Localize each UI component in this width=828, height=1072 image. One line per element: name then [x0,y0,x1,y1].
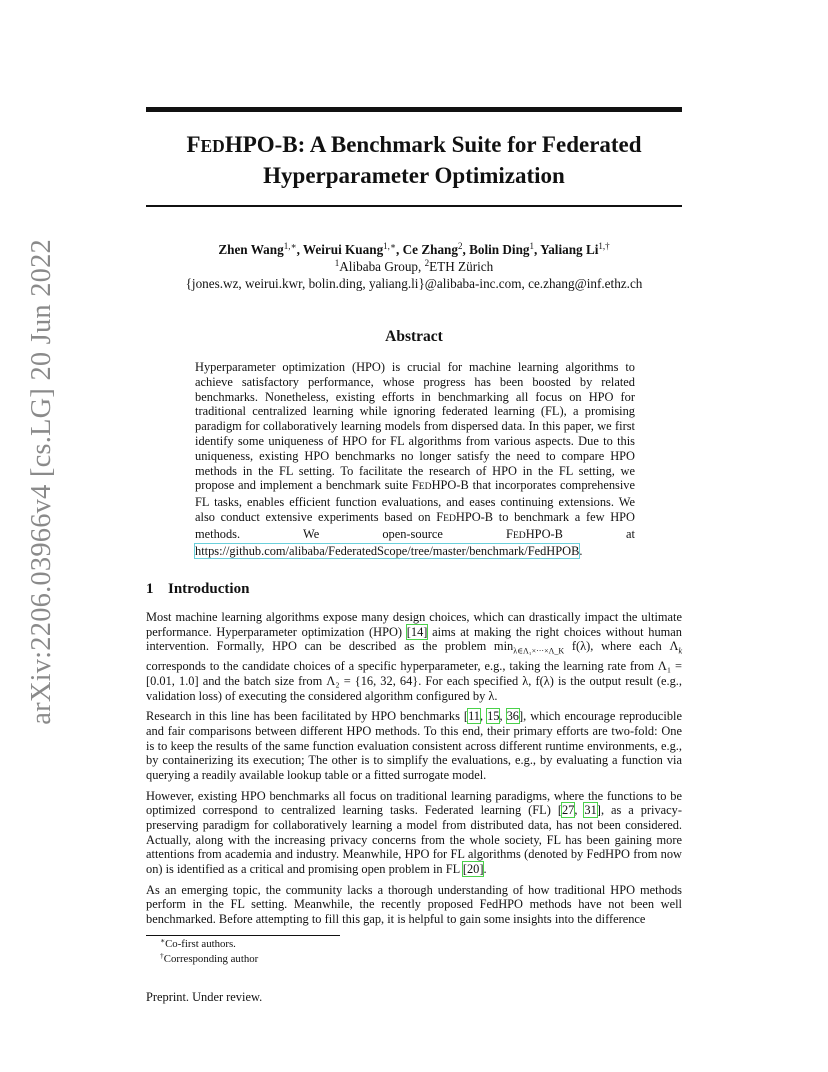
title-system-smallcaps: ED [200,136,225,156]
author-name: Zhen Wang [218,242,284,257]
body-paragraph [146,610,682,703]
author-affiliation-mark: 1,∗ [383,241,397,251]
author-name: Weirui Kuang [302,242,384,257]
body-text: Most machine learning algorithms expose many design choices, which can drastically impact the ultimate performance. Hyperparameter optimization (HPO) [146,610,682,639]
footnote-text: Co-first authors. [165,938,236,950]
author-affiliation-mark: 1,∗ [283,241,297,251]
title-system-initial: F [186,132,201,157]
author-separator: , [462,242,470,257]
author-name: Bolin Ding [469,242,530,257]
author-names [146,241,682,258]
math-subscript: k [678,646,682,656]
paper-title [146,130,682,190]
page-footer: Preprint. Under review. [146,990,263,1004]
body-paragraph: However, existing HPO benchmarks all focus on traditional learning paradigms, where the functions to be optimized correspond to centralized learning tasks. Federated learning (FL) [27, 31], as a privacy-preserving paradigm for collaboratively learning a model from distributed data, has not been considered. Actually, along with the increasing privacy concerns from the whole society, FL has been gaining more attentions from academia and industry. Meanwhile, HPO for FL algorithms (denoted by FedHPO from now on) is identified as a critical and promising open problem in FL [20]. [146,788,683,876]
author-affiliation-mark: 1 [529,241,535,251]
affiliations [146,258,682,275]
body-paragraph: As an emerging topic, the community lacks a thorough understanding of how traditional HPO methods perform in the FL setting. Meanwhile, the recently proposed FedHPO methods have not been well benchmarked. Before attempting to fill this gap, it is helpful to gain some insights into the difference [146,882,682,926]
system-name-smallcaps: ED [512,529,526,541]
footnote-rule [146,935,340,936]
system-name-smallcaps: ED [443,512,456,524]
footnote-item [160,952,258,967]
author-separator: , [534,242,541,257]
author-separator: , [296,242,303,257]
affiliation-mark: 2 [424,258,430,268]
system-name-initial: F [506,526,513,541]
title-line-1 [146,130,682,161]
abstract-heading: Abstract [385,328,443,345]
body-text: f(λ), where each Λ [564,639,679,654]
title-system-rest: HPO-B [224,132,298,157]
author-affiliation-mark: 1,† [598,241,610,251]
body-text: . [483,861,487,876]
citation-link[interactable]: 11 [468,709,480,724]
footnote-text: Corresponding author [163,953,259,965]
citation-link[interactable]: 36 [506,709,519,724]
abstract-body [195,360,635,558]
body-paragraph: Research in this line has been facilitated by HPO benchmarks [11, 15, 36], which encourage reproducible and fair comparisons between different HPO methods. To this end, their primary efforts are two-fold: One is to keep the results of the same function evaluation consistent across different runtime environments, e.g., by containerizing its execution; The other is to simplify the evaluations, e.g., by evaluating a function via querying a readily available lookup table or a fitted surrogate model. [146,709,682,783]
citation-link[interactable]: 31 [584,803,597,818]
system-name-initial: F [436,509,444,524]
author-block [146,241,682,292]
author-name: Yaliang Li [540,242,599,257]
body-text: , as a privacy-preserving paradigm for collaboratively learning a model from distributed data, has not been considered. Actually, along with the increasing privacy concerns from the whole society, FL has been gaining more attentions from academia and industry. Meanwhile, HPO for FL algorithms (denoted by FedHPO from now on) is identified as a critical and promising open problem in FL [146,803,683,876]
abstract-text: that incorporates comprehensive FL tasks, enables efficient function evaluations, and eases continuing extensions. We also conduct extensive experiments based on [195,478,635,524]
system-name-initial: F [411,478,419,493]
author-name: Ce Zhang [402,242,458,257]
arxiv-identifier-text: arXiv:2206.03966v4 [cs.LG] 20 Jun 2022 [26,239,57,725]
title-line-2: Hyperparameter Optimization [263,163,565,188]
affiliation-alibaba: Alibaba Group, [339,259,425,274]
footnote-mark: † [160,951,164,960]
system-name-rest: HPO-B [431,478,469,493]
citation-link[interactable]: [14] [406,624,428,639]
footnote-mark: ∗ [160,936,166,945]
abstract-paragraph [195,360,635,558]
body-text: However, existing HPO benchmarks all focus on traditional learning paradigms, where the functions to be optimized correspond to centralized learning tasks. Federated learning (FL) [146,788,682,818]
body-text: aims at making the right choices without human intervention. Formally, HPO can be described as the problem min [146,624,683,654]
title-bottom-rule [146,205,682,207]
section-body [146,610,682,933]
author-affiliation-mark: 2 [457,241,463,251]
footnote-item [160,937,258,952]
body-text: , which encourage reproducible and fair comparisons between different HPO methods. To this end, their primary efforts are two-fold: One is to keep the results of the same function evaluation consistent across different runtime environments, e.g., by containerizing its execution; The other is to simplify the evaluations, e.g., by evaluating a function via querying a readily available lookup table or a fitted surrogate model. [146,709,682,783]
section-title: Introduction [168,581,250,597]
math-subscript: λ∈Λ₁×···×Λ_K [513,646,565,656]
title-line1-text: : A Benchmark Suite for Federated [297,132,642,157]
arxiv-side-identifier [24,239,60,725]
system-name-rest: HPO-B [525,526,563,541]
body-text: corresponds to the candidate choices of a specific hyperparameter, e.g., taking the learning rate from Λ₁ = [0.01, 1.0] and the batch size from Λ₂ = {16, 32, 64}. For each specified λ, f(λ) is the output result (e.g., validation loss) of executing the considered algorithm configured by λ. [146,659,682,703]
affiliation-mark: 1 [334,258,340,268]
abstract-text: . [579,543,583,558]
author-emails: {jones.wz, weirui.kwr, bolin.ding, yaliang.li}@alibaba-inc.com, ce.zhang@inf.ethz.ch [185,276,643,291]
github-link[interactable]: https://github.com/alibaba/FederatedScope/tree/master/benchmark/FedHPOB [195,543,580,558]
citation-link[interactable]: 27 [561,803,575,818]
affiliation-eth: ETH Zürich [429,259,494,274]
section-number: 1 [146,581,154,597]
abstract-text: to benchmark a few HPO methods. We open-source [195,509,635,541]
section-heading [146,581,249,598]
citation-link[interactable]: [20] [462,861,484,876]
citation-link[interactable]: 15 [487,709,500,724]
title-top-rule [146,107,682,112]
body-text: Research in this line has been facilitated by HPO benchmarks [146,709,464,724]
abstract-text: at [562,526,636,541]
system-name-rest: HPO-B [455,509,494,524]
system-name-smallcaps: ED [418,481,432,493]
author-separator: , [396,242,403,257]
abstract-text: Hyperparameter optimization (HPO) is crucial for machine learning algorithms to achieve satisfactory performance, whose progress has been boosted by related benchmarks. Nonetheless, existing efforts in benchmarking all focus on HPO for traditional centralized learning while ignoring federated learning (FL), a promising paradigm for collaboratively learning models from dispersed data. In this paper, we first identify some uniqueness of HPO for FL algorithms from various aspects. Due to this uniqueness, existing HPO benchmarks no longer satisfy the need to compare HPO methods in the FL setting. To facilitate the research of HPO in the FL setting, we propose and implement a benchmark suite [195,360,635,493]
footnotes [160,937,258,967]
